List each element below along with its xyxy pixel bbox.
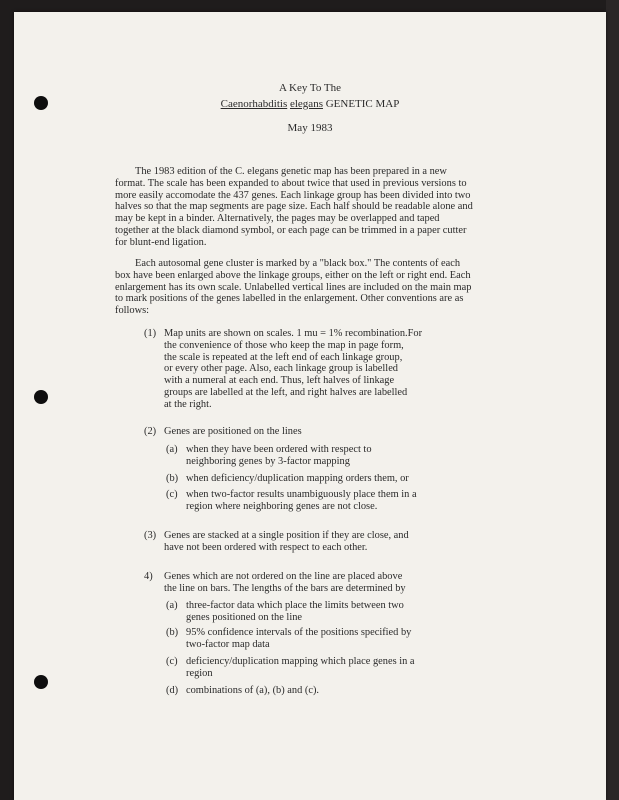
item-line: the convenience of those who keep the map in page form,: [164, 339, 404, 351]
intro-line: halves so that the map segments are page size. Each half should be readable alone and: [115, 201, 473, 213]
item-line: Map units are shown on scales. 1 mu = 1% recombination.For: [164, 328, 423, 339]
punch-hole-bottom: [34, 675, 48, 689]
sub-item-line: combinations of (a), (b) and (c).: [186, 685, 320, 696]
item-line: Genes are positioned on the lines: [164, 426, 302, 437]
item-line: with a numeral at each end. Thus, left halves of linkage: [164, 375, 395, 387]
sub-item-line: two-factor map data: [186, 638, 270, 650]
sub-item-label: (b): [166, 627, 179, 638]
item-line: the line on bars. The lengths of the bars are determined by: [164, 582, 406, 594]
item-line: groups are labelled at the left, and right halves are labelled: [164, 386, 408, 398]
sub-item-label: (c): [166, 489, 178, 500]
item-number: 4): [144, 571, 153, 582]
para2-line: enlargement has its own scale. Unlabelled vertical lines are included on the main map: [115, 281, 472, 293]
sub-item-label: (a): [166, 600, 178, 611]
intro-line: may be kept in a binder. Alternatively, the pages may be overlapped and taped: [115, 213, 440, 225]
binder-edge: [606, 0, 619, 800]
sub-item-line: when two-factor results unambiguously place them in a: [186, 489, 417, 500]
item-line: have not been ordered with respect to each other.: [164, 541, 368, 553]
sub-item-label: (c): [166, 656, 178, 667]
intro-line: for blunt-end ligation.: [115, 236, 207, 248]
title-line-2: [14, 98, 606, 110]
document-page: [14, 12, 606, 800]
sub-item-label: (b): [166, 473, 179, 484]
item-number: (3): [144, 530, 157, 541]
intro-line: together at the black diamond symbol, or each page can be trimmed in a paper cutter: [115, 224, 467, 236]
sub-item-line: 95% confidence intervals of the positions specified by: [186, 627, 412, 638]
item-number: (2): [144, 426, 157, 437]
item-number: (1): [144, 328, 157, 339]
sub-item-label: (a): [166, 444, 178, 455]
title-date: May 1983: [287, 122, 333, 134]
intro-line: more easily accomodate the 437 genes. Each linkage group has been divided into two: [115, 189, 471, 201]
para2-line: Each autosomal gene cluster is marked by a "black box." The contents of each: [135, 258, 461, 269]
sub-item-line: region: [186, 667, 213, 679]
sub-item-line: deficiency/duplication mapping which place genes in a: [186, 656, 415, 667]
para2-line: to mark positions of the genes labelled in the enlargement. Other conventions are as: [115, 293, 464, 305]
item-line: at the right.: [164, 398, 212, 410]
sub-item-line: when deficiency/duplication mapping orders them, or: [186, 473, 409, 484]
sub-item-line: neighboring genes by 3-factor mapping: [186, 455, 350, 467]
para2-line: box have been enlarged above the linkage groups, either on the left or right end. Each: [115, 269, 471, 281]
intro-paragraph: [115, 166, 547, 249]
sub-item-line: three-factor data which place the limits between two: [186, 600, 404, 611]
punch-hole-middle: [34, 390, 48, 404]
sub-item-line: when they have been ordered with respect to: [186, 444, 372, 455]
intro-line: The 1983 edition of the C. elegans genetic map has been prepared in a new: [135, 166, 447, 177]
para2-line: follows:: [115, 305, 150, 317]
sub-item-label: (d): [166, 685, 179, 696]
title-line-1: A Key To The: [278, 82, 342, 94]
title-suffix: GENETIC MAP: [325, 98, 400, 110]
title-genus: Caenorhabditis: [220, 98, 288, 110]
sub-item-line: genes positioned on the line: [186, 611, 303, 623]
title-species: elegans: [289, 98, 323, 110]
black-box-paragraph: [115, 258, 547, 317]
item-line: Genes which are not ordered on the line are placed above: [164, 571, 403, 582]
sub-item-line: region where neighboring genes are not close.: [186, 500, 378, 512]
item-line: Genes are stacked at a single position if they are close, and: [164, 530, 409, 541]
item-line: the scale is repeated at the left end of each linkage group,: [164, 351, 403, 363]
intro-line: format. The scale has been expanded to about twice that used in previous versions to: [115, 177, 467, 189]
item-line: or every other page. Also, each linkage group is labelled: [164, 363, 398, 375]
